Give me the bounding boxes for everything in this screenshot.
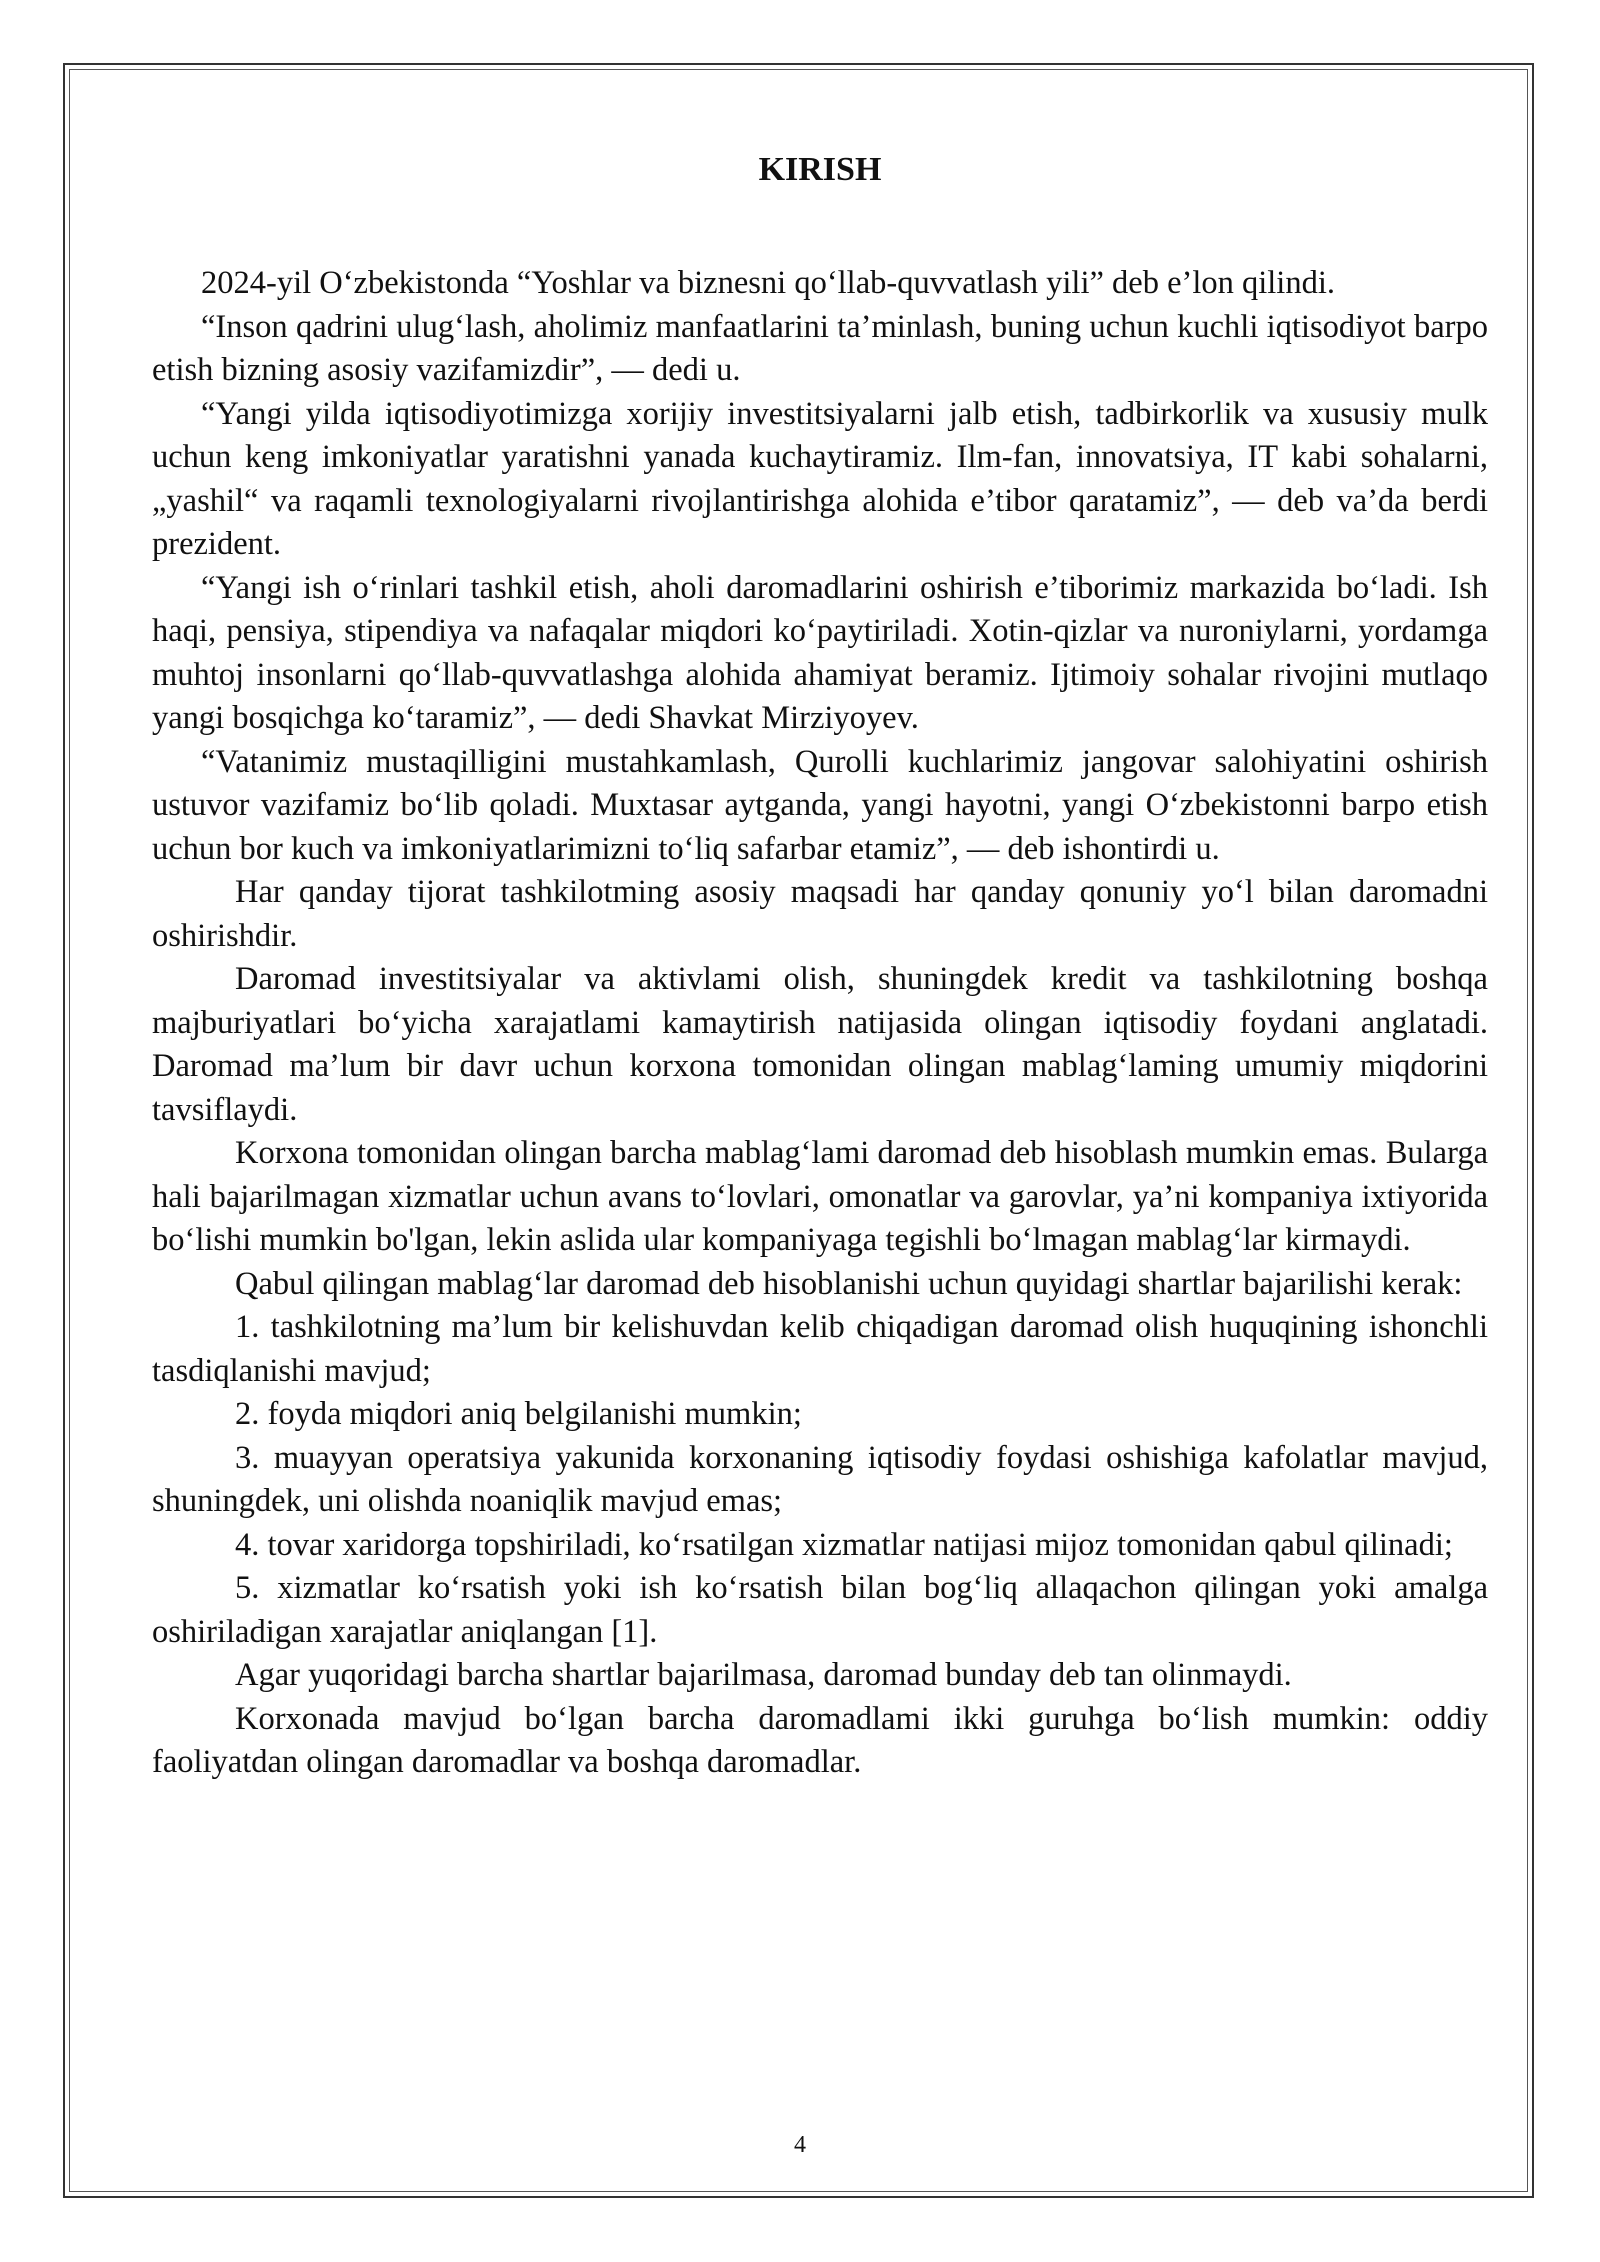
paragraph: Korxonada mavjud boʻlgan barcha daromadlami ikki guruhga boʻlish mumkin: oddiy faoliyatdan olingan daromadlar va boshqa daromadlar. xyxy=(152,1700,1488,1780)
list-item: 4. tovar xaridorga topshiriladi, koʻrsatilgan xizmatlar natijasi mijoz tomonidan qabul qilinadi; xyxy=(235,1526,1453,1563)
quote-paragraph: “Yangi ish oʻrinlari tashkil etish, aholi daromadlarini oshirish e’tiborimiz markazida boʻladi. Ish haqi, pensiya, stipendiya va nafaqalar miqdori koʻpaytiriladi. Xotin-qizlar va nuroniylarni, yordamga muhtoj insonlarni qoʻllab-quvvatlashga alohida ahamiyat beramiz. Ijtimoiy sohalar rivojini mutlaqo yangi bosqichga koʻtaramiz”, — dedi Shavkat Mirziyoyev. xyxy=(152,569,1488,736)
paragraph: Har qanday tijorat tashkilotming asosiy maqsadi har qanday qonuniy yoʻl bilan daromadni oshirishdir. xyxy=(152,874,1488,954)
paragraph: Qabul qilingan mablagʻlar daromad deb hisoblanishi uchun quyidagi shartlar bajarilishi kerak: xyxy=(235,1265,1463,1302)
page-title: KIRISH xyxy=(758,151,882,188)
paragraph: Agar yuqoridagi barcha shartlar bajarilmasa, daromad bunday deb tan olinmaydi. xyxy=(235,1657,1292,1693)
body-text xyxy=(152,262,1488,1785)
list-item: 1. tashkilotning ma’lum bir kelishuvdan kelib chiqadigan daromad olish huquqining ishonchli tasdiqlanishi mavjud; xyxy=(152,1309,1488,1389)
paragraph: Korxona tomonidan olingan barcha mablagʻlami daromad deb hisoblash mumkin emas. Bularga hali bajarilmagan xizmatlar uchun avans toʻlovlari, omonatlar va garovlar, ya’ni kompaniya ixtiyorida boʻlishi mumkin bo'lgan, lekin aslida ular kompaniyaga tegishli boʻlmagan mablagʻlar kirmaydi. xyxy=(152,1135,1488,1258)
list-item: 3. muayyan operatsiya yakunida korxonaning iqtisodiy foydasi oshishiga kafolatlar mavjud, shuningdek, uni olishda noaniqlik mavjud emas; xyxy=(152,1439,1488,1519)
list-item: 5. xizmatlar koʻrsatish yoki ish koʻrsatish bilan bogʻliq allaqachon qilingan yoki amalga oshiriladigan xarajatlar aniqlangan [1]. xyxy=(152,1570,1488,1650)
paragraph-intro: 2024-yil Oʻzbekistonda “Yoshlar va biznesni qoʻllab-quvvatlash yili” deb e’lon qilindi. xyxy=(201,265,1335,301)
quote-paragraph: “Yangi yilda iqtisodiyotimizga xorijiy investitsiyalarni jalb etish, tadbirkorlik va xususiy mulk uchun keng imkoniyatlar yaratishni yanada kuchaytiramiz. Ilm-fan, innovatsiya, IT kabi sohalarni, „yashil“ va raqamli texnologiyalarni rivojlantirishga alohida e’tibor qaratamiz”, — deb va’da berdi prezident. xyxy=(152,395,1488,562)
quote-paragraph: “Inson qadrini ulugʻlash, aholimiz manfaatlarini ta’minlash, buning uchun kuchli iqtisodiyot barpo etish bizning asosiy vazifamizdir”, — dedi u. xyxy=(152,308,1488,388)
list-item: 2. foyda miqdori aniq belgilanishi mumkin; xyxy=(235,1396,802,1432)
page-content xyxy=(152,150,1488,1785)
page-number: 4 xyxy=(794,2132,806,2158)
paragraph: Daromad investitsiyalar va aktivlami olish, shuningdek kredit va tashkilotning boshqa majburiyatlari boʻyicha xarajatlami kamaytirish natijasida olingan iqtisodiy foydani anglatadi. Daromad ma’lum bir davr uchun korxona tomonidan olingan mablagʻlaming umumiy miqdorini tavsiflaydi. xyxy=(152,961,1488,1128)
quote-paragraph: “Vatanimiz mustaqilligini mustahkamlash, Qurolli kuchlarimiz jangovar salohiyatini oshirish ustuvor vazifamiz boʻlib qoladi. Muxtasar aytganda, yangi hayotni, yangi Oʻzbekistonni barpo etish uchun bor kuch va imkoniyatlarimizni toʻliq safarbar etamiz”, — deb ishontirdi u. xyxy=(152,743,1488,867)
